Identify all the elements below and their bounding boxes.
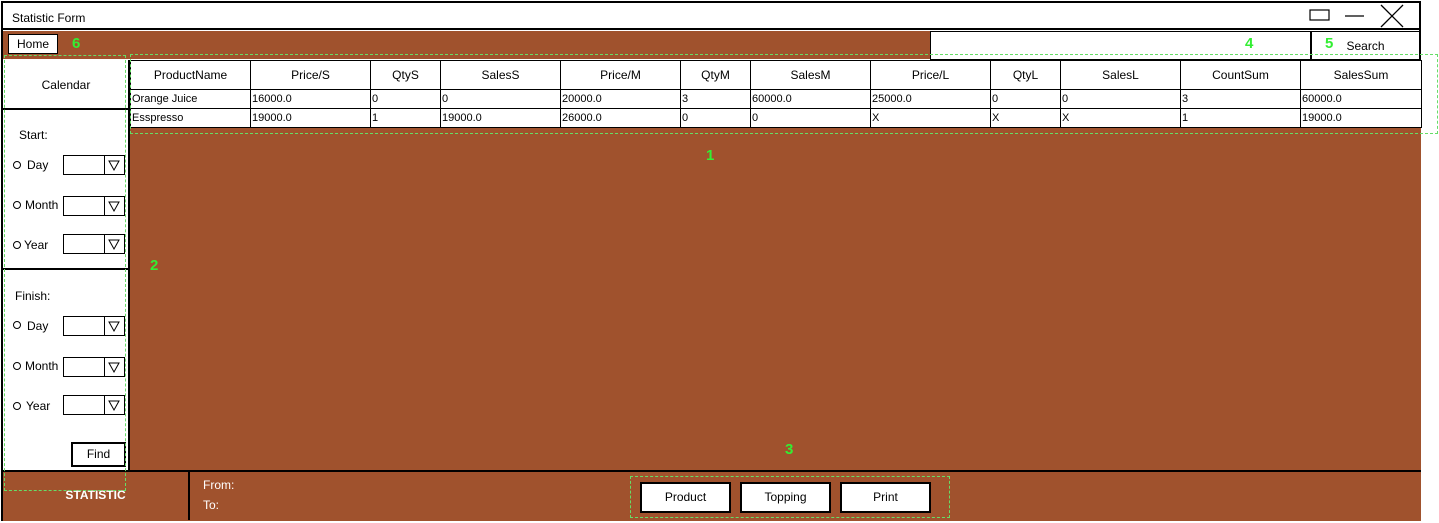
column-header[interactable]: SalesL [1061, 61, 1181, 90]
annotation-number: 6 [72, 35, 81, 52]
table-cell: 19000.0 [251, 109, 371, 128]
finish-month-select[interactable] [63, 357, 125, 377]
chevron-down-icon [104, 235, 124, 253]
chevron-down-icon [104, 358, 124, 376]
finish-month-label: Month [25, 359, 59, 373]
finish-day-label: Day [27, 319, 49, 333]
finish-day-select[interactable] [63, 316, 125, 336]
topping-button[interactable]: Topping [740, 482, 831, 513]
table-cell: 3 [681, 90, 751, 109]
top-bar [3, 31, 930, 59]
calendar-label: Calendar [3, 60, 129, 110]
annotation-number: 1 [706, 147, 715, 164]
annotation-number: 3 [785, 441, 794, 458]
start-month-radio[interactable] [13, 201, 21, 209]
minimize-icon[interactable] [1344, 9, 1366, 23]
table-cell: X [871, 109, 991, 128]
close-icon[interactable] [1380, 4, 1404, 28]
table-cell: 20000.0 [561, 90, 681, 109]
print-button[interactable]: Print [840, 482, 931, 513]
from-label: From: [203, 478, 235, 492]
finish-month-radio[interactable] [13, 362, 21, 370]
column-header[interactable]: ProductName [131, 61, 251, 90]
maximize-icon[interactable] [1309, 9, 1331, 23]
product-button[interactable]: Product [640, 482, 731, 513]
table-cell: Orange Juice [131, 90, 251, 109]
column-header[interactable]: CountSum [1181, 61, 1301, 90]
finish-year-label: Year [26, 399, 51, 413]
search-button[interactable]: Search [1311, 31, 1420, 60]
table-cell: 0 [1061, 90, 1181, 109]
chevron-down-icon [104, 156, 124, 174]
table-cell: 3 [1181, 90, 1301, 109]
table-cell: Esspresso [131, 109, 251, 128]
start-day-label: Day [27, 158, 49, 172]
table-cell: 0 [441, 90, 561, 109]
table-row[interactable] [131, 90, 1422, 109]
column-header[interactable]: SalesS [441, 61, 561, 90]
home-button[interactable]: Home [8, 34, 58, 54]
column-header[interactable]: QtyL [991, 61, 1061, 90]
finish-day-radio[interactable] [13, 321, 21, 329]
statistics-table [130, 60, 1422, 128]
column-header[interactable]: SalesM [751, 61, 871, 90]
table-cell: 16000.0 [251, 90, 371, 109]
title-bar [3, 3, 1419, 30]
chevron-down-icon [104, 317, 124, 335]
to-label: To: [203, 498, 220, 512]
table-cell: 19000.0 [441, 109, 561, 128]
table-cell: 1 [1181, 109, 1301, 128]
table-cell: 19000.0 [1301, 109, 1422, 128]
table-cell: 60000.0 [751, 90, 871, 109]
start-month-select[interactable] [63, 196, 125, 216]
chevron-down-icon [104, 197, 124, 215]
window-title: Statistic Form [12, 11, 86, 25]
table-cell: X [1061, 109, 1181, 128]
table-cell: 60000.0 [1301, 90, 1422, 109]
start-year-select[interactable] [63, 234, 125, 254]
table-cell: 0 [371, 90, 441, 109]
finish-year-select[interactable] [63, 395, 125, 415]
statistic-label: STATISTIC [3, 472, 190, 520]
start-year-radio[interactable] [13, 241, 21, 249]
annotation-number: 2 [150, 257, 159, 274]
start-month-label: Month [25, 198, 59, 212]
table-cell: 25000.0 [871, 90, 991, 109]
column-header[interactable]: QtyS [371, 61, 441, 90]
table-cell: 0 [751, 109, 871, 128]
table-cell: 0 [681, 109, 751, 128]
table-header-row [131, 61, 1422, 90]
annotation-number: 4 [1245, 35, 1254, 52]
finish-year-radio[interactable] [13, 402, 21, 410]
column-header[interactable]: QtyM [681, 61, 751, 90]
table-cell: 1 [371, 109, 441, 128]
column-header[interactable]: Price/L [871, 61, 991, 90]
column-header[interactable]: SalesSum [1301, 61, 1422, 90]
finish-title: Finish: [15, 289, 51, 303]
column-header[interactable]: Price/S [251, 61, 371, 90]
annotation-number: 5 [1325, 35, 1334, 52]
chevron-down-icon [104, 396, 124, 414]
find-button[interactable]: Find [71, 442, 126, 467]
table-cell: X [991, 109, 1061, 128]
column-header[interactable]: Price/M [561, 61, 681, 90]
table-row[interactable] [131, 109, 1422, 128]
start-year-label: Year [24, 238, 49, 252]
search-input[interactable] [930, 31, 1311, 60]
table-cell: 26000.0 [561, 109, 681, 128]
start-day-select[interactable] [63, 155, 125, 175]
start-title: Start: [19, 128, 48, 142]
start-day-radio[interactable] [13, 161, 21, 169]
table-cell: 0 [991, 90, 1061, 109]
